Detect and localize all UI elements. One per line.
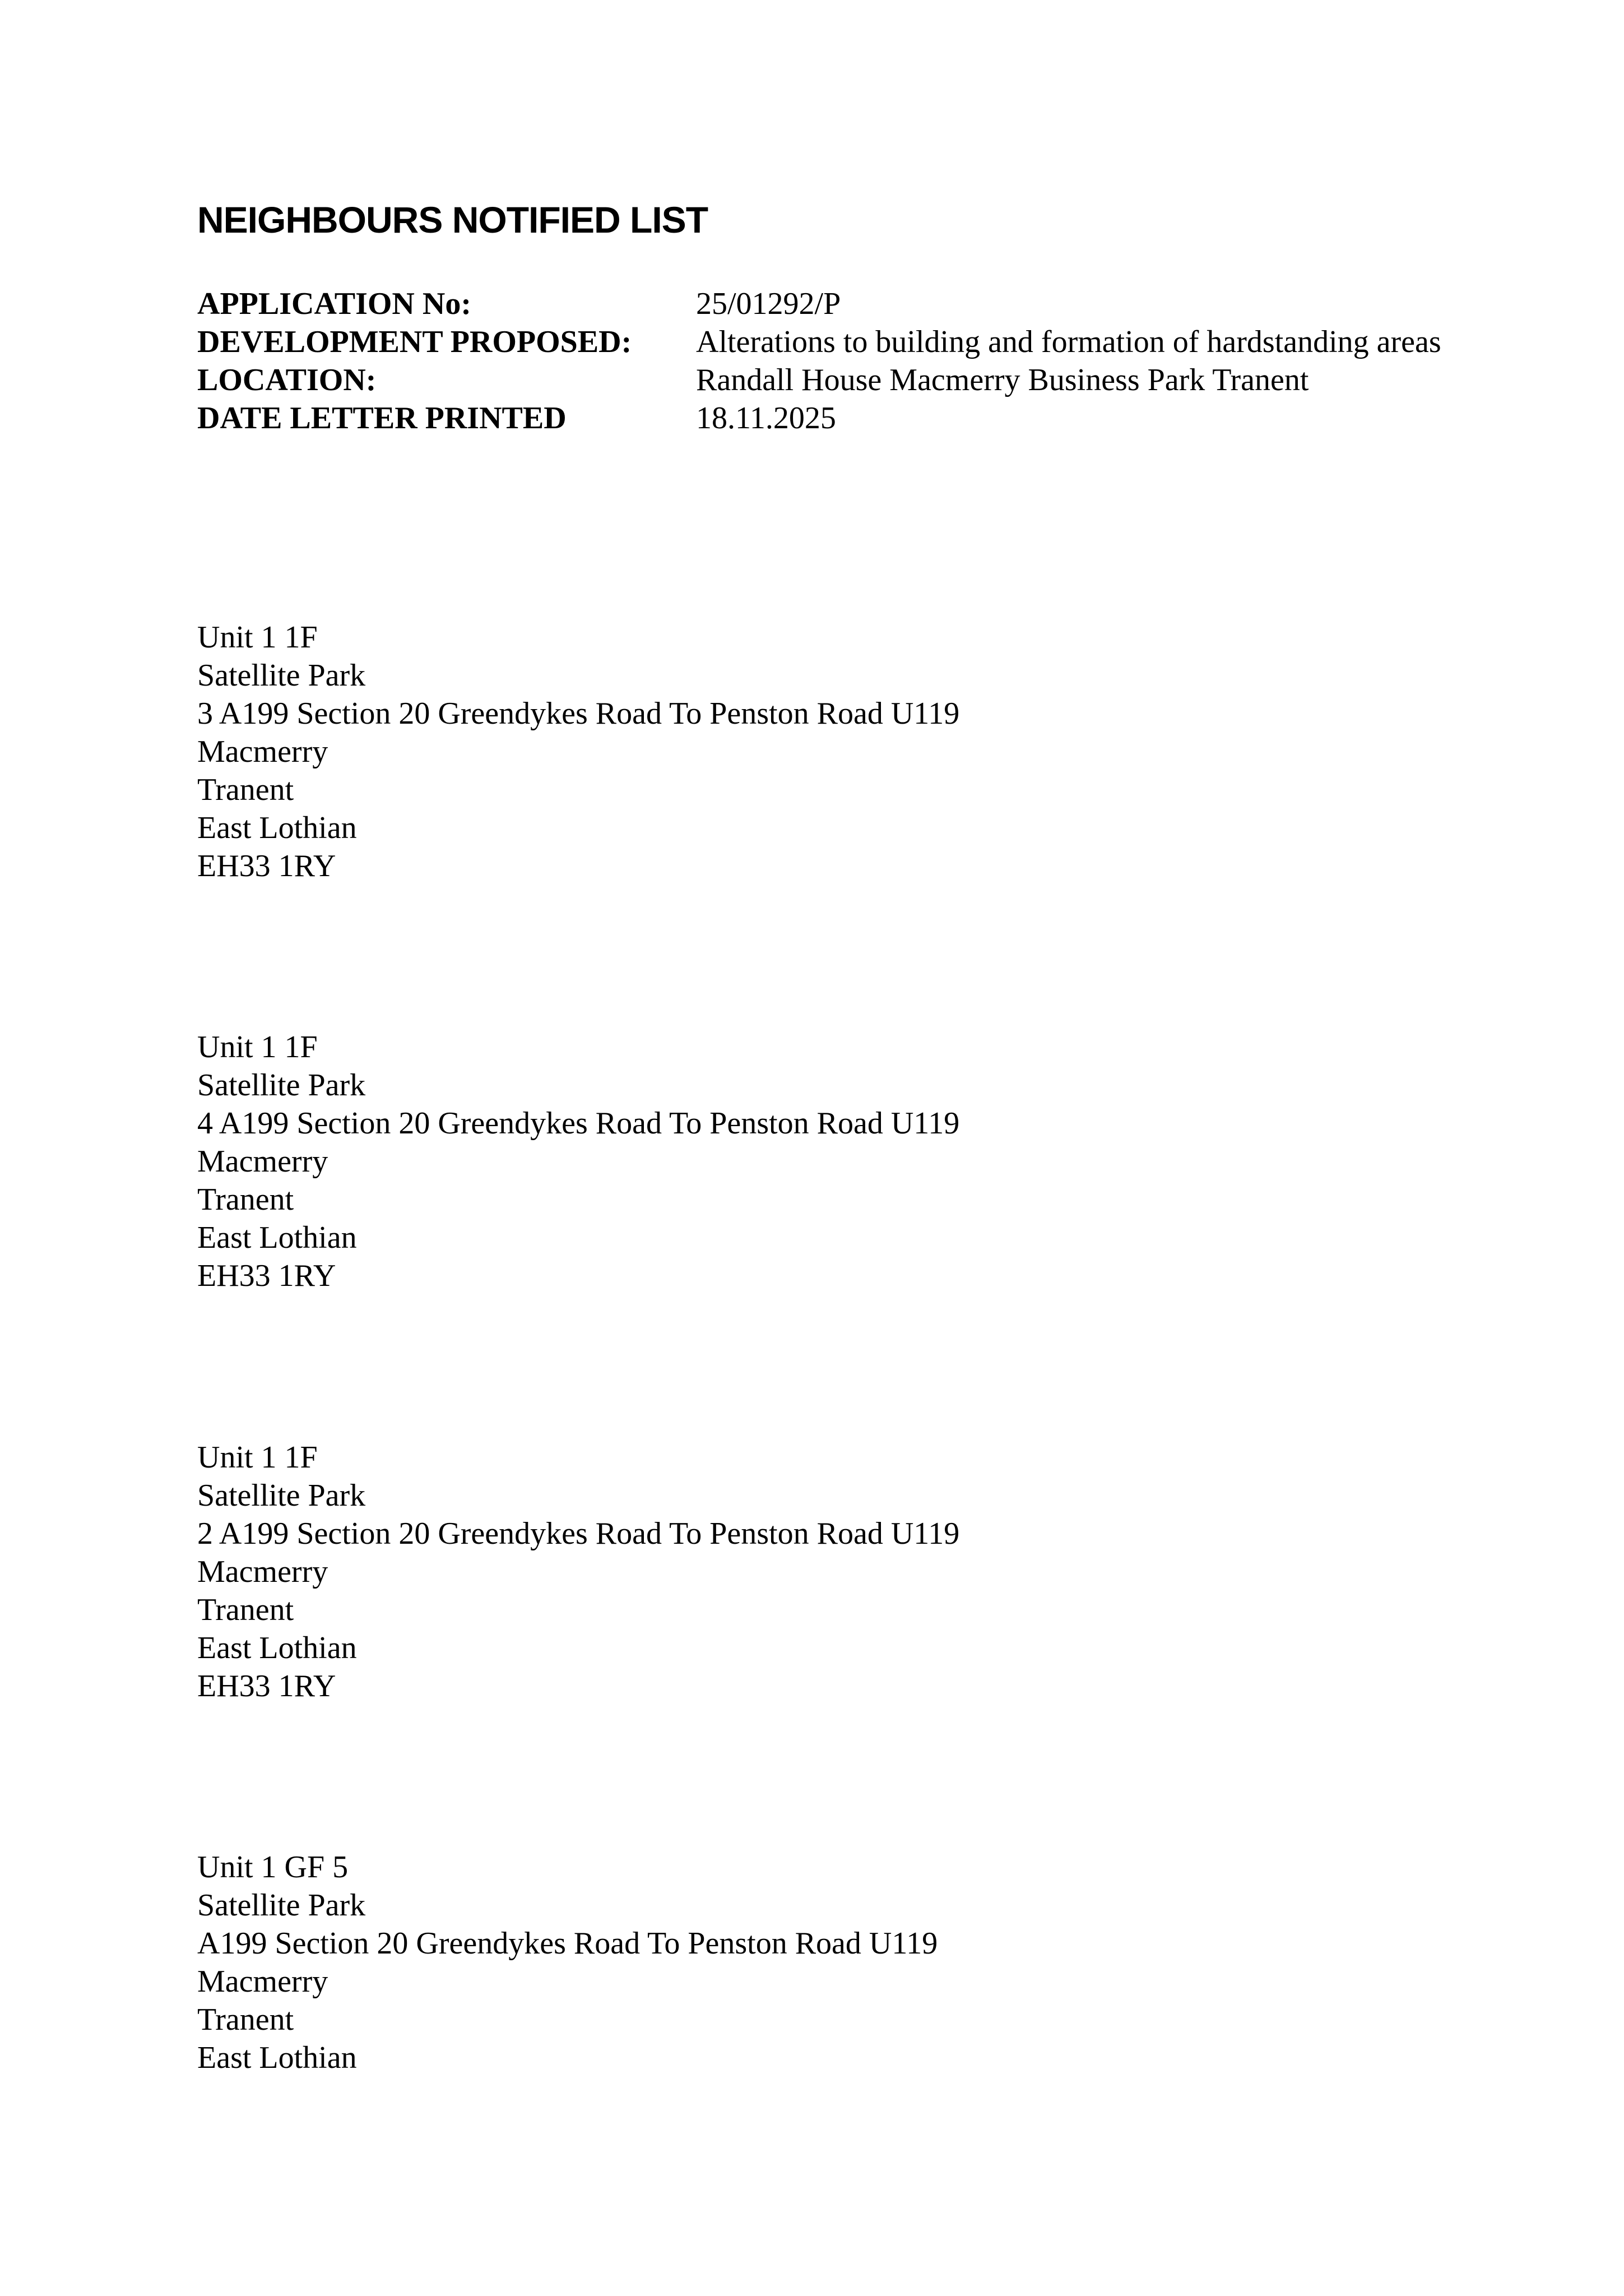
address-line: East Lothian [197,2040,357,2075]
address-line: Macmerry [197,1964,328,1999]
neighbour-address [197,618,959,885]
address-line: Satellite Park [197,1068,366,1103]
address-line: East Lothian [197,1220,357,1255]
address-line: Tranent [197,1182,294,1217]
address-line: Macmerry [197,1144,328,1179]
neighbour-address [197,1438,959,1705]
address-line: Unit 1 1F [197,1440,318,1475]
address-line: East Lothian [197,811,357,845]
location-row [197,361,1441,399]
application-number-value: 25/01292/P [696,286,841,321]
development-proposed-label: DEVELOPMENT PROPOSED: [197,325,632,359]
application-number-row [197,285,1441,323]
date-letter-printed-label: DATE LETTER PRINTED [197,401,567,436]
address-line: Unit 1 1F [197,620,318,655]
address-line: East Lothian [197,1631,357,1665]
address-line: Tranent [197,772,294,807]
location-value: Randall House Macmerry Business Park Tranent [696,363,1309,397]
address-line: Satellite Park [197,1888,366,1923]
neighbour-address [197,1848,938,2077]
address-line: Unit 1 1F [197,1030,318,1064]
address-line: EH33 1RY [197,1258,336,1293]
address-line: 2 A199 Section 20 Greendykes Road To Penston Road U119 [197,1516,960,1551]
address-line: Tranent [197,2002,294,2037]
date-letter-printed-row [197,399,1441,437]
address-line: EH33 1RY [197,849,336,883]
address-line: Unit 1 GF 5 [197,1850,349,1885]
address-line: 4 A199 Section 20 Greendykes Road To Penston Road U119 [197,1106,960,1141]
application-details [197,285,1441,437]
neighbour-address [197,1028,959,1295]
address-line: EH33 1RY [197,1669,336,1704]
location-label: LOCATION: [197,363,377,397]
address-line: A199 Section 20 Greendykes Road To Penston Road U119 [197,1926,938,1961]
application-number-label: APPLICATION No: [197,286,471,321]
development-proposed-row [197,323,1441,361]
address-line: Tranent [197,1593,294,1627]
development-proposed-value: Alterations to building and formation of hardstanding areas [696,325,1441,359]
page-title: NEIGHBOURS NOTIFIED LIST [197,199,708,240]
date-letter-printed-value: 18.11.2025 [696,401,836,436]
address-line: Macmerry [197,734,328,769]
address-line: Satellite Park [197,658,366,693]
address-line: Satellite Park [197,1478,366,1513]
address-line: 3 A199 Section 20 Greendykes Road To Penston Road U119 [197,696,960,731]
address-line: Macmerry [197,1554,328,1589]
